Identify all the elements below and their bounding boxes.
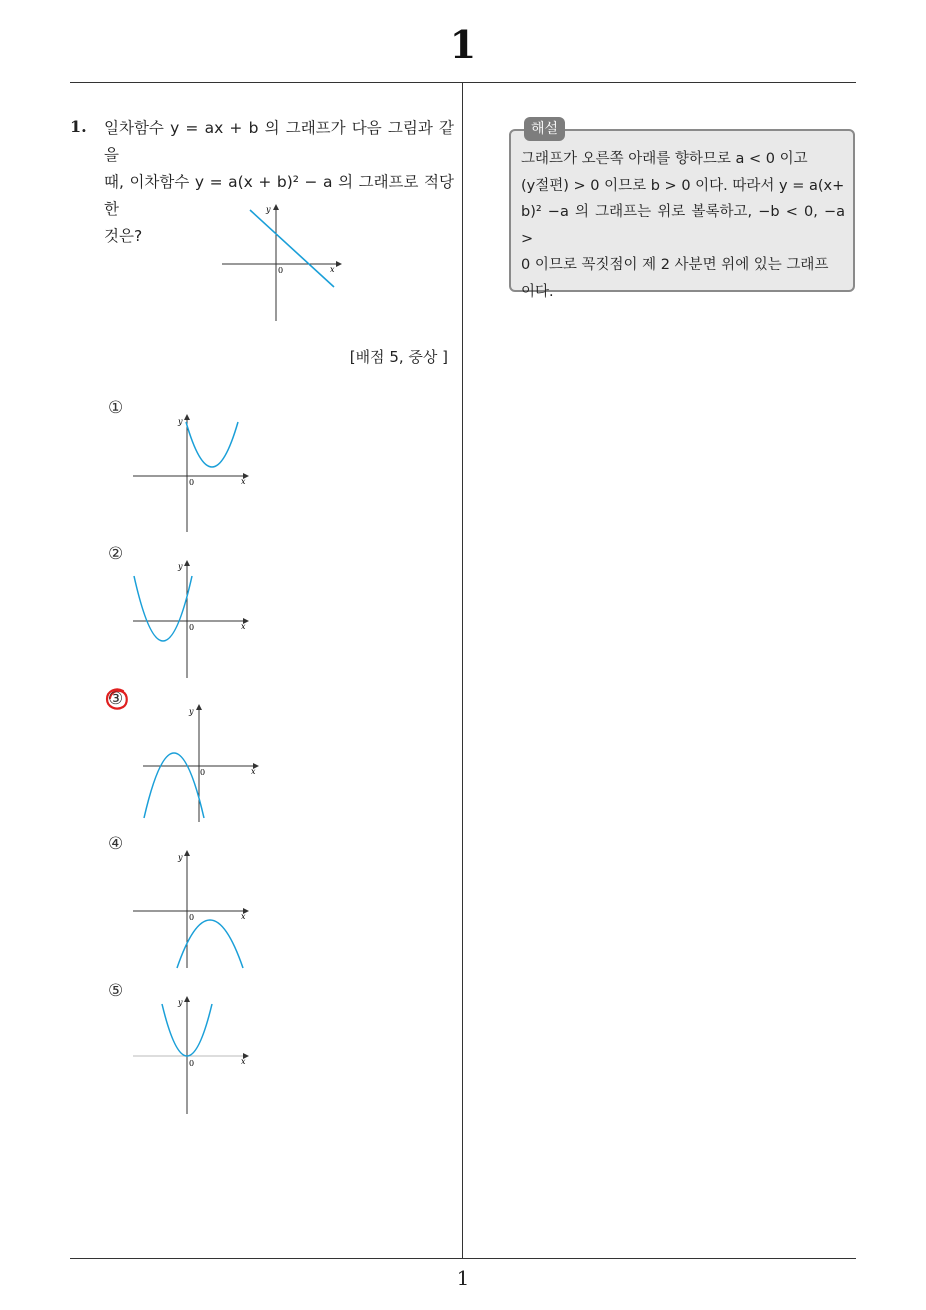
question-number: 1.	[70, 117, 87, 136]
x-axis-label: x	[241, 912, 246, 921]
x-axis-label: x	[241, 622, 246, 631]
origin-label: 0	[278, 266, 284, 275]
y-axis-label: y	[266, 205, 271, 214]
question-line-graph	[218, 200, 348, 325]
choice-5-label[interactable]: ⑤	[108, 981, 124, 1001]
question-line: 일차함수 y = ax + b 의 그래프가 다음 그림과 같을	[104, 119, 454, 164]
y-axis-label: y	[189, 707, 194, 716]
y-axis-label: y	[178, 417, 183, 426]
origin-label: 0	[189, 913, 195, 922]
origin-label: 0	[200, 768, 206, 777]
origin-label: 0	[189, 478, 195, 487]
choice-3-label[interactable]: ③	[108, 689, 124, 709]
column-divider	[462, 83, 463, 1259]
x-axis-label: x	[241, 1057, 246, 1066]
solution-line: b)² −a 의 그래프는 위로 볼록하고, −b < 0, −a >	[521, 204, 845, 247]
page-number-header: 1	[449, 22, 477, 67]
choice-5-graph[interactable]	[130, 992, 255, 1117]
y-axis-label: y	[178, 998, 183, 1007]
choice-3-graph[interactable]	[140, 700, 265, 825]
choice-2-graph[interactable]	[130, 556, 255, 681]
choice-4-graph[interactable]	[130, 846, 255, 971]
question-line: 때, 이차함수 y = a(x + b)² − a 의 그래프로 적당한	[104, 173, 454, 218]
solution-text	[521, 146, 845, 305]
solution-line: 이다.	[521, 283, 554, 300]
x-axis-label: x	[241, 477, 246, 486]
score-label: [배점 5, 중상 ]	[349, 348, 448, 366]
footer-rule	[70, 1258, 856, 1259]
solution-line: 0 이므로 꼭짓점이 제 2 사분면 위에 있는 그래프	[521, 257, 829, 273]
origin-label: 0	[189, 623, 195, 632]
choice-2-label[interactable]: ②	[108, 544, 124, 564]
header-rule	[70, 82, 856, 83]
choice-1-label[interactable]: ①	[108, 398, 124, 418]
y-axis-label: y	[178, 853, 183, 862]
origin-label: 0	[189, 1059, 195, 1068]
x-axis-label: x	[330, 265, 335, 274]
x-axis-label: x	[251, 767, 256, 776]
choice-1-graph[interactable]	[130, 410, 255, 535]
solution-line: (y절편) > 0 이므로 b > 0 이다. 따라서 y = a(x+	[521, 177, 845, 194]
page-number-footer: 1	[456, 1266, 470, 1290]
solution-tag: 해설	[524, 117, 565, 141]
choice-4-label[interactable]: ④	[108, 834, 124, 854]
solution-line: 그래프가 오른쪽 아래를 향하므로 a < 0 이고	[521, 151, 808, 167]
question-line: 것은?	[104, 227, 143, 245]
y-axis-label: y	[178, 562, 183, 571]
